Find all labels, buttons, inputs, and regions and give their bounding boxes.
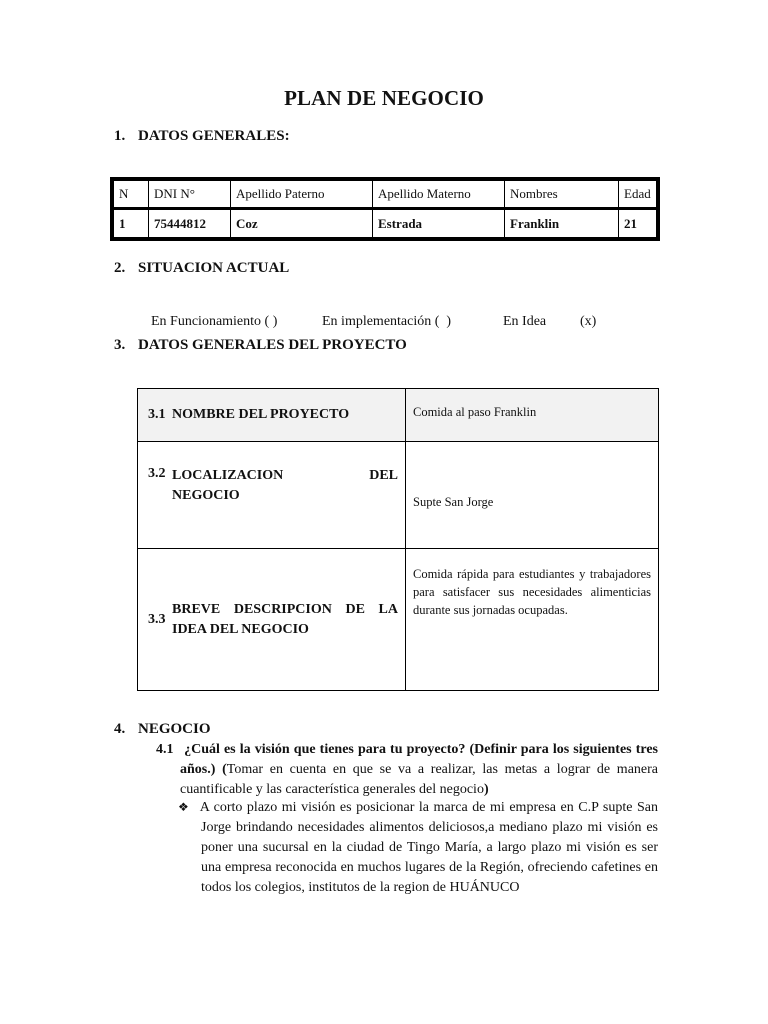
header-apellido-materno: Apellido Materno (373, 181, 505, 209)
table-row-localizacion (138, 441, 658, 548)
cell-n: 1 (114, 209, 149, 238)
datos-proyecto-table (137, 388, 659, 691)
question-bold-text: ¿Cuál es la visión que tienes para tu proyecto? (Definir para los siguientes tres años.) ( (180, 742, 658, 777)
row-number: 3.2 (148, 466, 166, 481)
header-nombres: Nombres (505, 181, 619, 209)
header-n: N (114, 181, 149, 209)
row-label (138, 442, 406, 548)
question-instruction: Tomar en cuenta en que se va a realizar, las metas a lograr de manera cuantificable y las característica generales del negocio (180, 762, 659, 797)
option-en-funcionamiento: En Funcionamiento ( ) (151, 314, 278, 329)
section-title: DATOS GENERALES: (138, 128, 290, 144)
cell-apellido-materno: Estrada (373, 209, 505, 238)
row-label-text (172, 466, 398, 548)
section-heading-situacion-actual (114, 260, 289, 277)
header-dni: DNI N° (149, 181, 231, 209)
cell-nombres: Franklin (505, 209, 619, 238)
cell-apellido-paterno: Coz (231, 209, 373, 238)
table-row-nombre-proyecto (138, 389, 658, 441)
section-title: DATOS GENERALES DEL PROYECTO (138, 337, 407, 353)
vision-bullet (178, 797, 658, 898)
datos-generales-table (110, 177, 660, 241)
table-header-row (114, 181, 657, 209)
header-apellido-paterno: Apellido Paterno (231, 181, 373, 209)
row-value: Comida al paso Franklin (406, 389, 658, 441)
section-heading-negocio (114, 721, 211, 738)
option-en-implementacion: En implementación ( ) (322, 314, 452, 329)
row-label-line-2: IDEA DEL NEGOCIO (172, 621, 309, 637)
row-label-text: NOMBRE DEL PROYECTO (172, 407, 350, 422)
section-title: SITUACION ACTUAL (138, 260, 290, 276)
question-4-1 (156, 740, 658, 800)
table-row-descripcion (138, 548, 658, 690)
row-label-line-1: LOCALIZACION DEL (172, 468, 398, 483)
section-heading-datos-generales (114, 128, 290, 145)
question-close-paren: ) (483, 782, 489, 797)
row-label-line-2: NEGOCIO (172, 488, 240, 503)
row-label (138, 389, 406, 441)
cell-dni: 75444812 (149, 209, 231, 238)
row-value: Comida rápida para estudiantes y trabajadores para satisfacer sus necesidades alimenticias durante sus jornadas ocupadas. (413, 567, 651, 617)
section-number: 2. (114, 260, 126, 276)
row-value: Supte San Jorge (413, 495, 494, 509)
row-label (138, 549, 406, 690)
row-number: 3.3 (148, 611, 166, 627)
row-label-line-1: BREVE DESCRIPCION DE LA (172, 601, 398, 617)
section-number: 3. (114, 337, 126, 353)
section-number: 4. (114, 721, 126, 737)
vision-text: A corto plazo mi visión es posicionar la marca de mi empresa en C.P supte San Jorge brindando necesidades alimentos deliciosos,a mediano plazo mi visión es poner una sucursal en la ciudad de Tingo María, a largo plazo mi visión es ser una empresa reconocida en muchos lugares de la Región, ofreciendo cafetines en todos los colegios, institutos de la region de HUÁNUCO (196, 800, 658, 895)
section-title: NEGOCIO (138, 721, 211, 737)
header-edad: Edad (619, 181, 657, 209)
section-number: 1. (114, 128, 126, 144)
diamond-bullet-icon: ❖ (178, 800, 189, 814)
row-number: 3.1 (148, 407, 166, 422)
option-en-idea-mark: (x) (580, 314, 597, 329)
option-en-idea: En Idea (503, 314, 547, 329)
table-row (114, 209, 657, 238)
page-title: PLAN DE NEGOCIO (284, 86, 484, 110)
question-number: 4.1 (156, 742, 174, 757)
row-label-text (172, 600, 398, 640)
cell-edad: 21 (619, 209, 657, 238)
section-heading-datos-proyecto (114, 337, 407, 354)
